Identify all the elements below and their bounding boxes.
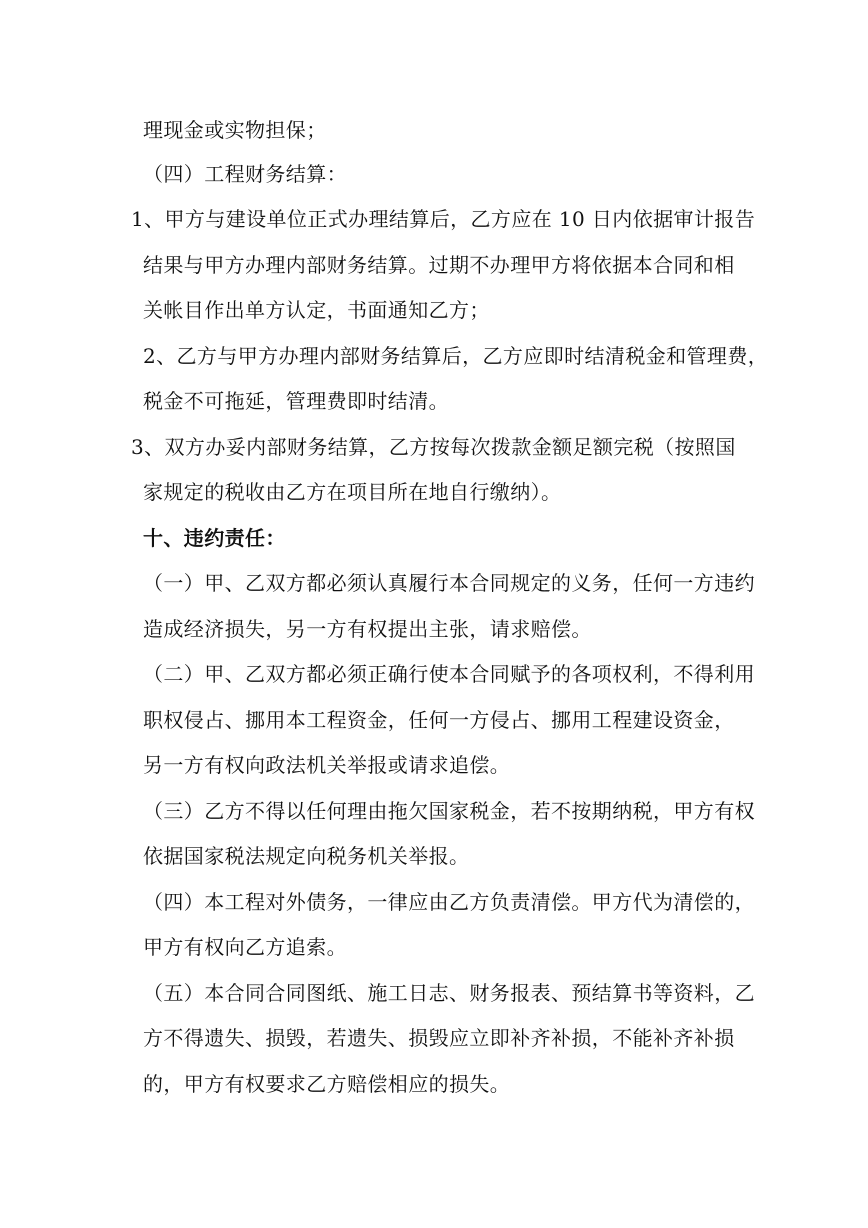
text-line: 1、甲方与建设单位正式办理结算后，乙方应在 10 日内依据审计报告 xyxy=(131,207,756,231)
text-line: （一）甲、乙双方都必须认真履行本合同规定的义务，任何一方违约 xyxy=(143,571,755,595)
text-line: 结果与甲方办理内部财务结算。过期不办理甲方将依据本合同和相 xyxy=(143,253,735,277)
text-line: 方不得遗失、损毁，若遗失、损毁应立即补齐补损，不能补齐补损 xyxy=(143,1026,735,1050)
text-line: 关帐目作出单方认定，书面通知乙方； xyxy=(143,298,490,322)
text-line: 家规定的税收由乙方在项目所在地自行缴纳）。 xyxy=(143,480,562,504)
text-line: 依据国家税法规定向税务机关举报。 xyxy=(143,844,470,868)
text-line: 税金不可拖延，管理费即时结清。 xyxy=(143,389,449,413)
text-line: 3、双方办妥内部财务结算，乙方按每次拨款金额足额完税（按照国 xyxy=(131,435,736,459)
text-line: （三）乙方不得以任何理由拖欠国家税金，若不按期纳税，甲方有权 xyxy=(143,799,755,823)
text-line: （二）甲、乙双方都必须正确行使本合同赋予的各项权利，不得利用 xyxy=(143,662,755,686)
text-line: 理现金或实物担保； xyxy=(143,118,327,142)
section-heading: （四）工程财务结算： xyxy=(143,162,347,186)
text-line: 甲方有权向乙方追索。 xyxy=(143,935,347,959)
text-line: 2、乙方与甲方办理内部财务结算后，乙方应即时结清税金和管理费， xyxy=(143,344,769,368)
text-line: 的，甲方有权要求乙方赔偿相应的损失。 xyxy=(143,1072,511,1096)
text-line: 另一方有权向政法机关举报或请求追偿。 xyxy=(143,753,511,777)
text-line: 造成经济损失，另一方有权提出主张，请求赔偿。 xyxy=(143,617,592,641)
text-line: 职权侵占、挪用本工程资金，任何一方侵占、挪用工程建设资金， xyxy=(143,708,735,732)
text-line: （五）本合同合同图纸、施工日志、财务报表、预结算书等资料，乙 xyxy=(143,981,755,1005)
text-line: （四）本工程对外债务，一律应由乙方负责清偿。甲方代为清偿的， xyxy=(143,890,755,914)
section-heading: 十、违约责任： xyxy=(143,526,286,550)
